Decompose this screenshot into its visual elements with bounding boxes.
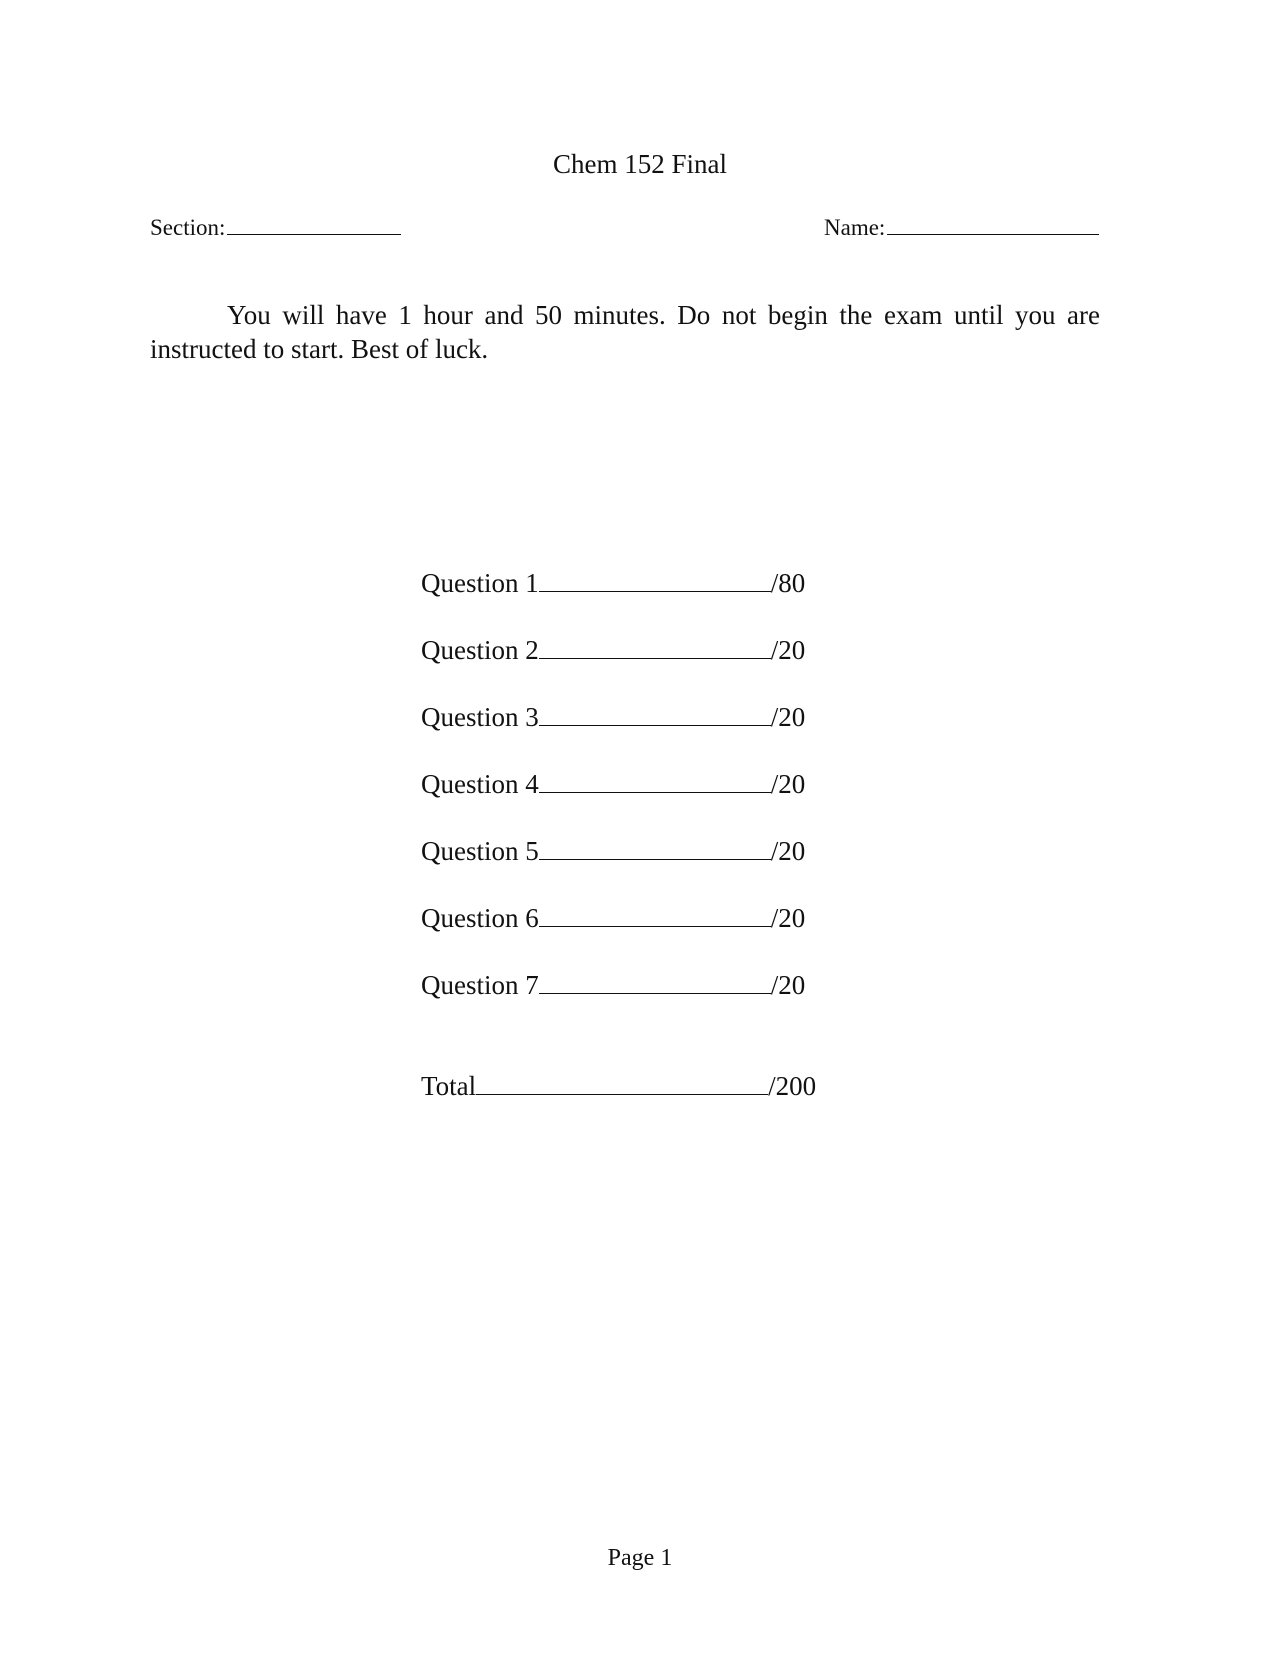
question-max-points: /80: [770, 568, 806, 598]
score-row: [421, 900, 805, 932]
question-label: Question 4: [421, 769, 539, 799]
name-blank-line[interactable]: [887, 212, 1099, 235]
name-label: Name:: [824, 215, 886, 240]
question-label: Question 3: [421, 702, 539, 732]
question-max-points: /20: [770, 702, 806, 732]
score-row: [421, 699, 805, 731]
total-blank-line[interactable]: [476, 1068, 768, 1095]
question-max-points: /20: [770, 836, 806, 866]
score-blank-line[interactable]: [539, 967, 771, 994]
score-blank-line[interactable]: [539, 699, 771, 726]
score-blank-line[interactable]: [539, 766, 771, 793]
question-label: Question 7: [421, 970, 539, 1000]
total-label: Total: [421, 1071, 477, 1101]
score-row: [421, 565, 805, 597]
question-max-points: /20: [770, 635, 806, 665]
score-row: [421, 766, 805, 798]
total-row: [421, 1068, 816, 1102]
section-blank-line[interactable]: [227, 212, 401, 235]
question-label: Question 6: [421, 903, 539, 933]
name-field: [824, 212, 1099, 242]
question-max-points: /20: [770, 769, 806, 799]
question-max-points: /20: [770, 903, 806, 933]
total-max-points: /200: [768, 1071, 817, 1101]
question-label: Question 2: [421, 635, 539, 665]
question-max-points: /20: [770, 970, 806, 1000]
question-label: Question 1: [421, 568, 539, 598]
score-blank-line[interactable]: [539, 900, 771, 927]
score-table: [421, 565, 805, 1034]
score-blank-line[interactable]: [539, 565, 771, 592]
section-field: [150, 212, 401, 242]
section-label: Section:: [150, 215, 226, 240]
question-label: Question 5: [421, 836, 539, 866]
page-title: Chem 152 Final: [553, 149, 727, 179]
exam-instructions: You will have 1 hour and 50 minutes. Do not begin the exam until you are instructed to start. Best of luck.: [150, 300, 1100, 364]
score-row: [421, 833, 805, 865]
score-blank-line[interactable]: [539, 632, 771, 659]
score-row: [421, 967, 805, 999]
score-row: [421, 632, 805, 664]
page-number: Page 1: [607, 1545, 673, 1571]
score-blank-line[interactable]: [539, 833, 771, 860]
